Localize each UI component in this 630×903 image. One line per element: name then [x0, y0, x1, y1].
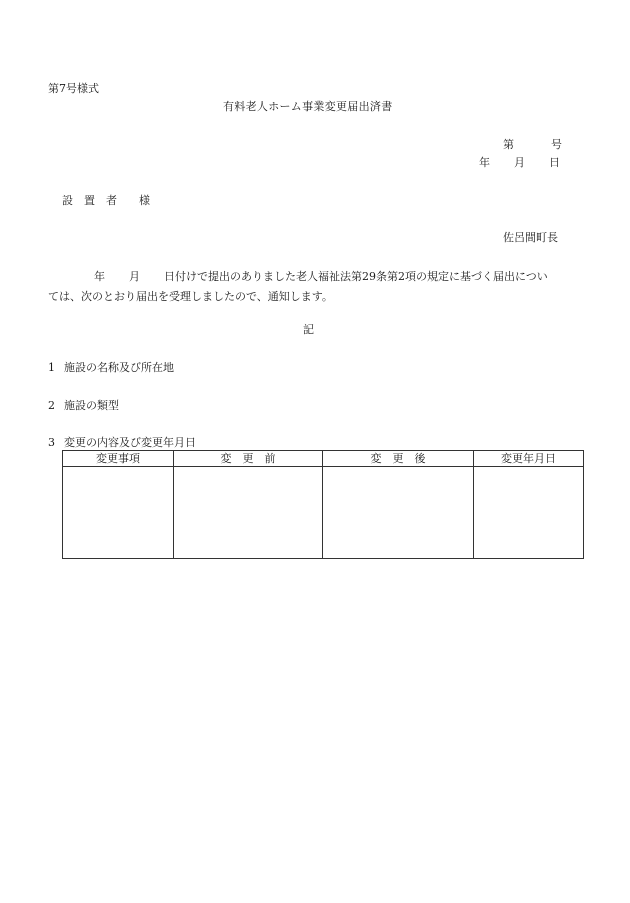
header-after-change: 変 更 後 — [323, 451, 474, 467]
number-prefix: 第 — [503, 138, 514, 151]
item-label: 変更の内容及び変更年月日 — [64, 436, 196, 449]
item-number: 3 — [48, 436, 55, 449]
header-before-change: 変 更 前 — [174, 451, 323, 467]
item-label: 施設の類型 — [64, 399, 119, 412]
changes-table — [62, 450, 584, 559]
document-date-line — [479, 156, 560, 170]
body-text — [48, 267, 548, 307]
header-change-date: 変更年月日 — [474, 451, 584, 467]
cell-change-item[interactable] — [63, 467, 174, 559]
document-title: 有料老人ホーム事業変更届出済書 — [223, 100, 393, 113]
item-number: 2 — [48, 399, 55, 412]
body-line-1 — [48, 267, 548, 287]
cell-after-change[interactable] — [323, 467, 474, 559]
date-year: 年 — [479, 156, 490, 169]
recipient: 設 置 者 様 — [62, 194, 150, 207]
item-label: 施設の名称及び所在地 — [64, 361, 174, 374]
item-facility-type — [48, 399, 119, 413]
body-line-1-rest: 日付けで提出のありました老人福祉法第29条第2項の規定に基づく届出につい — [164, 270, 548, 283]
body-line-2: ては、次のとおり届出を受理しましたので、通知します。 — [48, 290, 333, 303]
table-header-row — [63, 451, 584, 467]
header-change-item: 変更事項 — [63, 451, 174, 467]
issuer: 佐呂間町長 — [503, 231, 558, 244]
item-number: 1 — [48, 361, 55, 374]
body-year: 年 — [94, 270, 105, 283]
table-row — [63, 467, 584, 559]
cell-before-change[interactable] — [174, 467, 323, 559]
number-suffix: 号 — [551, 138, 562, 151]
form-number: 第7号様式 — [48, 82, 99, 95]
item-change-details — [48, 436, 196, 450]
document-number-line — [503, 138, 562, 152]
date-month: 月 — [514, 156, 525, 169]
cell-change-date[interactable] — [474, 467, 584, 559]
date-day: 日 — [549, 156, 560, 169]
item-facility-name — [48, 361, 174, 375]
ki-heading: 記 — [303, 323, 314, 336]
body-month: 月 — [129, 270, 140, 283]
